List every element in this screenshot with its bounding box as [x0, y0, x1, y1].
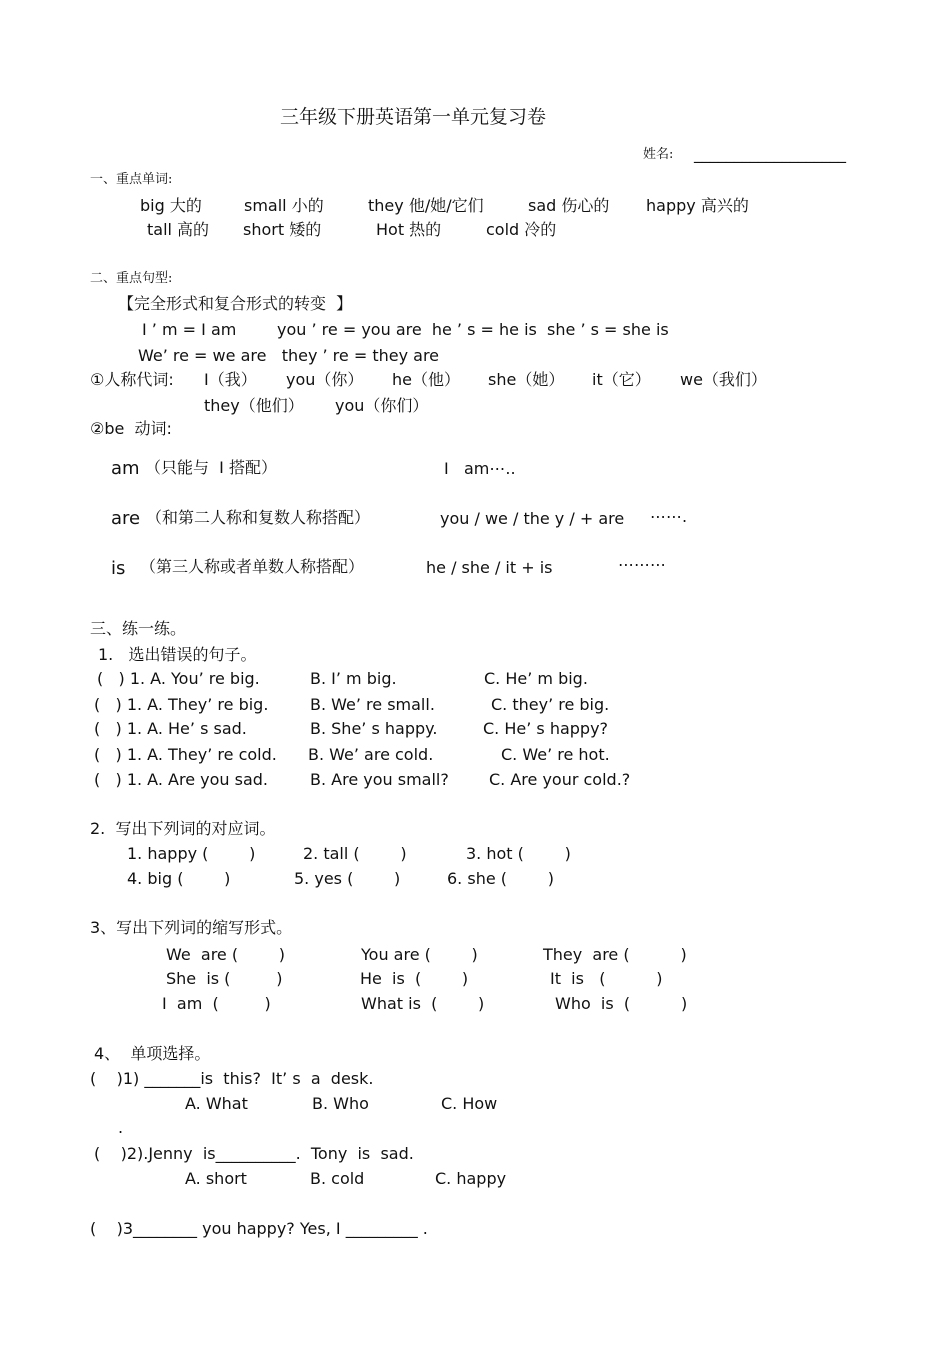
q4-option: C. happy: [435, 1169, 507, 1188]
section3-heading: 三、练一练。: [90, 619, 187, 638]
be-usage: I am⋯..: [444, 459, 516, 478]
be-usage: you / we / the y / + are: [440, 509, 625, 528]
contractions-line: We’ re = we are they ’ re = they are: [138, 346, 440, 365]
q1-option-c: C. He’ s happy?: [483, 719, 609, 738]
vocab-word: short 矮的: [243, 220, 322, 239]
section2-heading: 二、重点句型:: [90, 271, 173, 286]
q1-option-b: B. We’ are cold.: [308, 745, 434, 764]
name-label: 姓名:: [643, 147, 674, 162]
q1-option-c: C. Are your cold.?: [489, 770, 631, 789]
be-word-are: are: [111, 508, 141, 529]
q3-item: She is ( ): [166, 969, 283, 988]
q1-option-c: C. We’ re hot.: [501, 745, 610, 764]
q4-stem: ( )3________ you happy? Yes, I _________ .: [90, 1219, 428, 1238]
q4-option: C. How: [441, 1094, 498, 1113]
q1-row: ( ) 1. A. You’ re big.: [97, 669, 260, 688]
q1-option-b: B. We’ re small.: [310, 695, 435, 714]
q2-item: 1. happy ( ): [127, 844, 256, 863]
q3-item: It is ( ): [550, 969, 663, 988]
q1-option-b: B. She’ s happy.: [310, 719, 438, 738]
q1-row: ( ) 1. A. They’ re big.: [94, 695, 269, 714]
be-note: （第三人称或者单数人称搭配）: [140, 557, 365, 576]
q2-item: 2. tall ( ): [303, 844, 407, 863]
vocab-word: big 大的: [140, 196, 202, 215]
q4-stem: ( )2).Jenny is__________. Tony is sad.: [94, 1144, 414, 1163]
section2-subheading: 【完全形式和复合形式的转变 】: [118, 294, 353, 313]
vocab-word: sad 伤心的: [528, 196, 610, 215]
section1-heading: 一、重点单词:: [90, 172, 173, 187]
vocab-word: cold 冷的: [486, 220, 557, 239]
q3-item: What is ( ): [361, 994, 485, 1013]
be-word-am: am: [111, 458, 140, 479]
q2-item: 5. yes ( ): [294, 869, 401, 888]
be-dots: ⋯⋯.: [650, 507, 688, 526]
q3-item: We are ( ): [166, 945, 286, 964]
vocab-word: Hot 热的: [376, 220, 442, 239]
be-word-is: is: [111, 558, 126, 579]
q2-heading: 2. 写出下列词的对应词。: [90, 819, 276, 838]
pronoun: they（他们）: [204, 396, 304, 415]
pronoun: she（她）: [488, 370, 565, 389]
q1-row: ( ) 1. A. They’ re cold.: [94, 745, 277, 764]
vocab-word: tall 高的: [147, 220, 210, 239]
q4-heading: 4、 单项选择。: [94, 1044, 211, 1063]
be-label: ②be 动词:: [90, 419, 172, 438]
q3-item: You are ( ): [361, 945, 478, 964]
pronouns-label: ①人称代词:: [90, 370, 174, 389]
stray-dot: .: [118, 1118, 124, 1137]
pronoun: we（我们）: [680, 370, 767, 389]
be-note: （和第二人称和复数人称搭配）: [146, 508, 371, 527]
pronoun: I（我）: [204, 370, 257, 389]
be-usage: he / she / it + is: [426, 558, 553, 577]
name-blank: ___________________: [694, 144, 846, 163]
vocab-word: they 他/她/它们: [368, 196, 484, 215]
pronoun: it（它）: [592, 370, 651, 389]
q1-option-b: B. I’ m big.: [310, 669, 397, 688]
q1-option-c: C. He’ m big.: [484, 669, 588, 688]
pronoun: you（你）: [286, 370, 364, 389]
q4-option: A. short: [185, 1169, 247, 1188]
be-note: （只能与 I 搭配）: [145, 458, 277, 477]
q2-item: 3. hot ( ): [466, 844, 571, 863]
q1-row: ( ) 1. A. Are you sad.: [94, 770, 268, 789]
pronoun: you（你们）: [335, 396, 429, 415]
q2-item: 4. big ( ): [127, 869, 231, 888]
q1-option-c: C. they’ re big.: [491, 695, 610, 714]
pronoun: he（他）: [392, 370, 460, 389]
q1-option-b: B. Are you small?: [310, 770, 449, 789]
q3-item: He is ( ): [360, 969, 469, 988]
q4-option: B. Who: [312, 1094, 369, 1113]
be-dots: ⋯⋯⋯: [618, 555, 666, 574]
q4-option: A. What: [185, 1094, 248, 1113]
page-title: 三年级下册英语第一单元复习卷: [280, 106, 547, 128]
vocab-word: happy 高兴的: [646, 196, 749, 215]
q3-heading: 3、写出下列词的缩写形式。: [90, 918, 293, 937]
q1-row: ( ) 1. A. He’ s sad.: [94, 719, 247, 738]
q3-item: They are ( ): [543, 945, 687, 964]
vocab-word: small 小的: [244, 196, 324, 215]
contractions-line: I ’ m = I am you ’ re = you are he ’ s = he is she ’ s = she is: [142, 320, 669, 339]
q4-option: B. cold: [310, 1169, 365, 1188]
q4-stem: ( )1) _______is this? It’ s a desk.: [90, 1069, 374, 1088]
q1-heading: 1. 选出错误的句子。: [98, 645, 257, 664]
q3-item: I am ( ): [162, 994, 271, 1013]
q3-item: Who is ( ): [555, 994, 688, 1013]
q2-item: 6. she ( ): [447, 869, 554, 888]
